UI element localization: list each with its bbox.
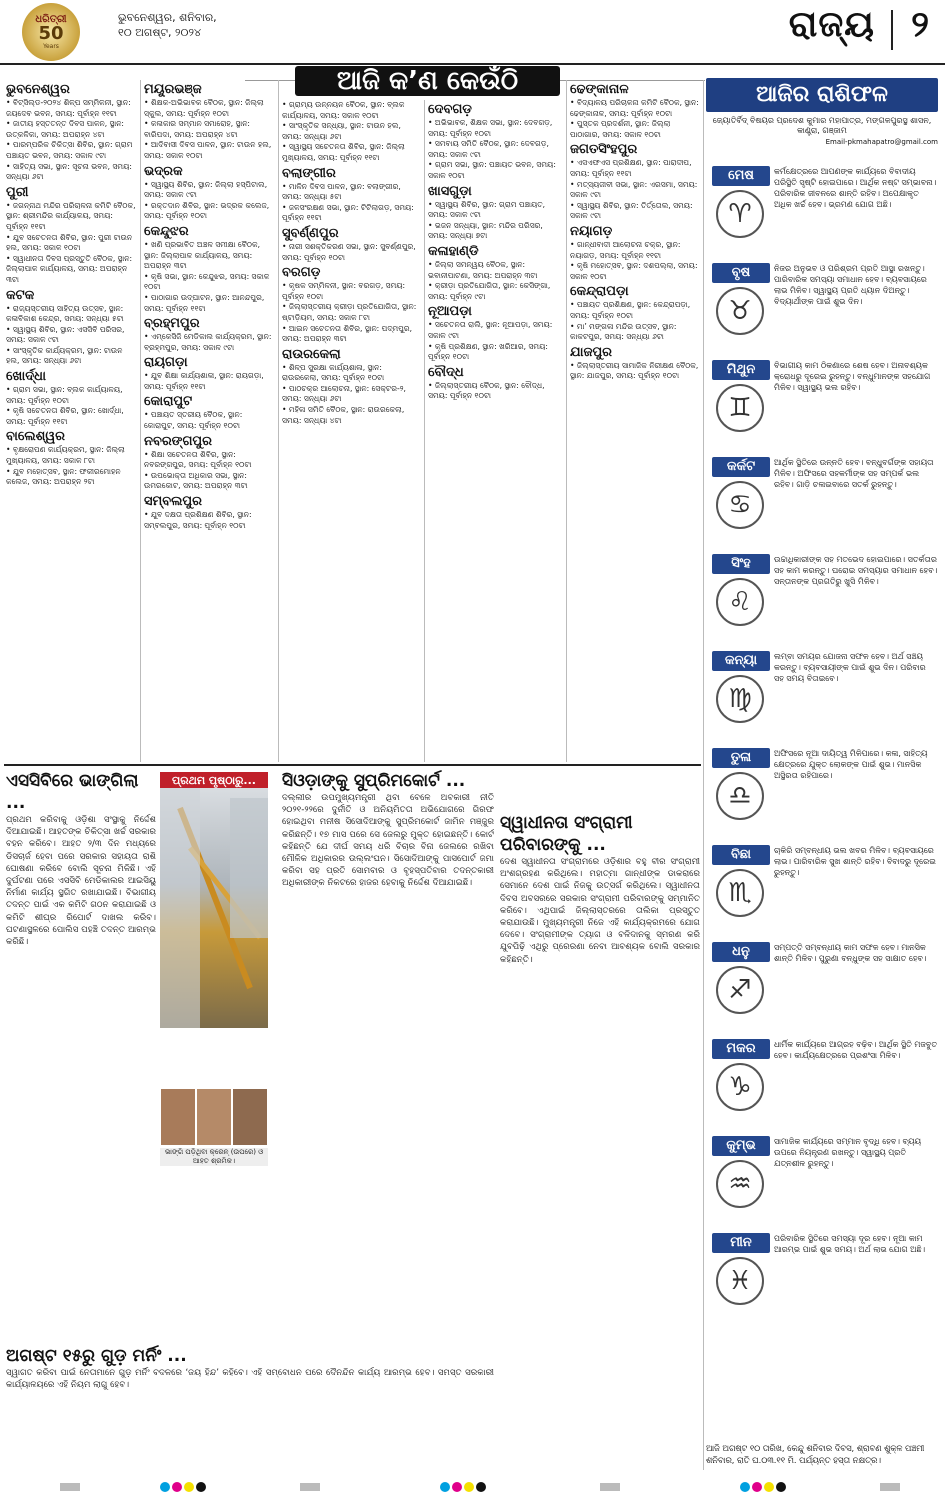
sign-prediction: କର୍ମକ୍ଷେତ୍ରରେ ଆପଣଙ୍କ କାର୍ଯ୍ୟରେ ବିବାଦୀୟ ପରିସ୍ଥିତି ସୃଷ୍ଟି ହୋଇପାରେ। ଆର୍ଥିକ ନଷ୍ଟ ସମ୍ଭାବନା। ପରିବାରିକ ଜୀବନରେ ଶାନ୍ତି ରହିବ। ଅପେକ୍ଷାକୃତ ଅଧିକ ଖର୍ଚ୍ଚ ହେବ। ଭ୍ରମଣ ଯୋଗ ଅଛି। xyxy=(774,167,937,209)
sign-name: ମୀନ xyxy=(712,1233,770,1253)
event-listing-item: • ଉପଭୋକ୍ତା ଅଧିକାର ସଭା, ସ୍ଥାନ: ଉମରକୋଟ, ସମୟ: ଅପରାହ୍ନ ୩ଟା xyxy=(144,471,274,492)
event-listing-item: • ସ୍ୱାସ୍ଥ୍ୟ ସଚେତନତା ଶିବିର, ସ୍ଥାନ: ଜିଲ୍ଲା ମୁଖ୍ୟାଳୟ, ସମୟ: ପୂର୍ବାହ୍ନ ୧୧ଟା xyxy=(282,142,420,163)
registration-mark xyxy=(880,1483,900,1491)
event-listing-item: • ସ୍ୱାସ୍ଥ୍ୟ ଶିବିର, ସ୍ଥାନ: ତିର୍ତ୍ତୋଲ, ସମୟ: ସକାଳ ୯ଟା xyxy=(570,201,700,222)
column-divider xyxy=(140,80,141,762)
event-listing-item: • ସ୍ୱାସ୍ଥ୍ୟ ଶିବିର, ସ୍ଥାନ: ଏସସିବି ପରିସର, ସମୟ: ସକାଳ ୯ଟା xyxy=(6,325,136,346)
event-listing-item: • ସାହିତ୍ୟ ସଭା, ସ୍ଥାନ: ସୂଚନା ଭବନ, ସମୟ: ସନ୍ଧ୍ୟା ୬ଟା xyxy=(6,162,136,183)
header-rule xyxy=(0,63,945,65)
registration-mark xyxy=(60,1483,80,1491)
event-listing-item: • ଗ୍ରାମ ସଭା, ସ୍ଥାନ: ପଞ୍ଚାୟତ ଭବନ, ସମୟ: ସକାଳ ୧୦ଟା xyxy=(428,160,563,181)
event-listing-item: • କୃଷି ପ୍ରଶିକ୍ଷଣ, ସ୍ଥାନ: ଖରିଆର, ସମୟ: ପୂର୍ବାହ୍ନ ୧୦ଟା xyxy=(428,342,563,363)
story-sisodia-body: ଦଲ୍ଲୀର ଉପମୁଖ୍ୟମନ୍ତ୍ରୀ ଥିବା ବେଳେ ଅବକାରୀ ନୀତି ୨୦୨୧-୨୨ରେ ଦୁର୍ନୀତି ଓ ଅନିୟମିତତା ଅଭିଯୋଗରେ ଗିରଫ ହୋଇଥିବା ମନୀଷ ସିସୋଦିଆଙ୍କୁ ସୁପ୍ରିମକୋର୍ଟ ଜାମିନ ମଞ୍ଜୁର କରିଛନ୍ତି। ୧୭ ମାସ ପରେ ସେ ଜେଲରୁ ମୁକ୍ତ ହୋଇଛନ୍ତି। କୋର୍ଟ କହିଛନ୍ତି ଯେ ଦୀର୍ଘ ସମୟ ଧରି ବିଚାର ବିନା ଜେଲରେ ରଖିବା ମୌଳିକ ଅଧିକାରର ଉଲ୍ଲଂଘନ। ସିସୋଦିଆଙ୍କୁ ପାସପୋର୍ଟ ଜମା କରିବା ସହ ପ୍ରତି ସୋମବାର ଓ ବୃହସ୍ପତିବାର ତଦନ୍ତକାରୀ ଅଧିକାରୀଙ୍କ ନିକଟରେ ହାଜର ହେବାକୁ ନିର୍ଦ୍ଦେଶ ଦିଆଯାଇଛି। xyxy=(282,793,494,889)
event-listing-item: • ଜିଲ୍ଲା ସମନ୍ୱୟ ବୈଠକ, ସ୍ଥାନ: ଭବାନୀପାଟଣା, ସମୟ: ଅପରାହ୍ନ ୩ଟା xyxy=(428,260,563,281)
horoscope-byline: ଜ୍ୟୋତିର୍ବିଦ୍ ବିଷୟର ପ୍ରଦେଶ କୁମାର ମହାପାତ୍ର, ମଙ୍ଗଳପୁରସ୍ଥ ଶାସନ, କାଣ୍ଡ୍ରା, ଗଞ୍ଜାମ xyxy=(712,116,932,135)
sign-name: କର୍କଟ xyxy=(712,457,770,477)
panchang-footer: ଆଜି ଅଗଷ୍ଟ ୧୦ ତାରିଖ, କେନ୍ଦୁ ଶନିବାର ଦିବସ, ଶ୍ରାବଣ ଶୁକ୍ଳ ପଞ୍ଚମୀ ଶନିବାର, ରାତି ଘ.୦୩.୧୧ ମି. ପର୍ଯ୍ୟନ୍ତ ହସ୍ତା ନକ୍ଷତ୍ର। xyxy=(706,1443,925,1465)
event-listing-item: • କ୍ରୀଡ଼ା ପ୍ରତିଯୋଗିତା, ସ୍ଥାନ: କେସିଙ୍ଗା, ସମୟ: ପୂର୍ବାହ୍ନ ୯ଟା xyxy=(428,281,563,302)
story-scb xyxy=(6,770,156,1340)
registration-dot xyxy=(172,1482,182,1492)
event-listing-item: • ଗ୍ରାମ୍ୟ ଉନ୍ନୟନ ବୈଠକ, ସ୍ଥାନ: ବ୍ଲକ କାର୍ଯ୍ୟାଳୟ, ସମୟ: ସକାଳ ୧୦ଟା xyxy=(282,100,420,121)
event-listing-item: • ରକ୍ତଦାନ ଶିବିର, ସ୍ଥାନ: ଭଦ୍ରକ କଲେଜ, ସମୟ: ପୂର୍ବାହ୍ନ ୧୦ଟା xyxy=(144,201,274,222)
injured-worker-photo xyxy=(160,1088,196,1146)
event-listing-item: • ପାଠଚକ୍ର ଆଲୋଚନା, ସ୍ଥାନ: ସେକ୍ଟର-୨, ସମୟ: ସନ୍ଧ୍ୟା ୬ଟା xyxy=(282,384,420,405)
sign-prediction: ପରିବାରିକ ସ୍ଥିତିରେ ସମସ୍ୟା ଦୂର ହେବ। ନୂଆ କାମ ଆରମ୍ଭ ପାଇଁ ଶୁଭ ସମୟ। ଅର୍ଥ ଲାଭ ଯୋଗ ଅଛି। xyxy=(774,1234,926,1254)
sign-prediction: ଅଫିସରେ ନୂଆ ଦାୟିତ୍ୱ ମିଳିପାରେ। କଳା, ସାହିତ୍ୟ କ୍ଷେତ୍ରରେ ଯୁକ୍ତ ଲୋକଙ୍କ ପାଇଁ ଶୁଭ। ମାନସିକ ଅସ୍ଥିରତା ରହିପାରେ। xyxy=(774,749,928,780)
event-listing-item: • ଭଜନ ସନ୍ଧ୍ୟା, ସ୍ଥାନ: ମନ୍ଦିର ପରିସର, ସମୟ: ସନ୍ଧ୍ୟା ୭ଟା xyxy=(428,221,563,242)
zodiac-icon: ♎ xyxy=(716,772,764,820)
column-divider xyxy=(424,100,425,762)
listing-column-2 xyxy=(144,80,274,762)
event-listing-item: • ଆଇନ ସଚେତନତା ଶିବିର, ସ୍ଥାନ: ପଦ୍ମପୁର, ସମୟ: ଅପରାହ୍ନ ୩ଟା xyxy=(282,324,420,345)
event-listing-item: • ଆଦିବାସୀ ଦିବସ ପାଳନ, ସ୍ଥାନ: ଟାଉନ ହଲ, ସମୟ: ସକାଳ ୧୦ଟା xyxy=(144,140,274,161)
horoscope-email: Email-pkmahapatro@gmail.com xyxy=(825,138,938,146)
sign-prediction: ଧାର୍ମିକ କାର୍ଯ୍ୟରେ ଆଗ୍ରହ ବଢ଼ିବ। ଆର୍ଥିକ ସ୍ଥିତି ମଜବୁତ ହେବ। କାର୍ଯ୍ୟକ୍ଷେତ୍ରରେ ପ୍ରଶଂସା ମିଳିବ। xyxy=(774,1040,938,1060)
event-listing-item: • ନାରୀ ସଶକ୍ତିକରଣ ସଭା, ସ୍ଥାନ: ସୁବର୍ଣ୍ଣପୁର, ସମୟ: ପୂର୍ବାହ୍ନ ୧୦ଟା xyxy=(282,242,420,263)
listing-column-3 xyxy=(282,100,420,762)
district-heading: ଯାଜପୁର xyxy=(570,344,613,360)
sign-name: କୁମ୍ଭ xyxy=(712,1136,770,1156)
event-listing-item: • ସମବାୟ ସମିତି ବୈଠକ, ସ୍ଥାନ: ଦେବଗଡ଼, ସମୟ: ସକାଳ ୯ଟା xyxy=(428,139,563,160)
zodiac-icon: ♑ xyxy=(716,1063,764,1111)
story-good-morning-body: ସ୍ୱାଗତ କରିବା ପାଇଁ ନେତାମାନେ ଗୁଡ଼ ମର୍ନିଂ ବଦଳରେ ‘ଜୟ ହିନ୍ଦ’ କହିବେ। ଏହି ସମ୍ବୋଧନ ପରେ ଦୈନନ୍ଦିନ କାର୍ଯ୍ୟ ଆରମ୍ଭ ହେବ। ସମସ୍ତ ସରକାରୀ କାର୍ଯ୍ୟାଳୟରେ ଏହି ନିୟମ ଲାଗୁ ହେବ। xyxy=(6,1368,494,1391)
registration-dot xyxy=(752,1482,762,1492)
sign-name: କନ୍ୟା xyxy=(712,651,770,671)
event-listing-item: • ଜିଲ୍ଲାସ୍ତରୀୟ ବୈଠକ, ସ୍ଥାନ: ବୌଦ୍ଧ, ସମୟ: ପୂର୍ବାହ୍ନ ୧୦ଟା xyxy=(428,381,563,402)
registration-dot xyxy=(196,1482,206,1492)
registration-dot xyxy=(184,1482,194,1492)
event-listing-item: • ଯୁବ ମହୋତ୍ସବ, ସ୍ଥାନ: ଫକୀରମୋହନ କଲେଜ, ସମୟ: ଅପରାହ୍ନ ୨ଟା xyxy=(6,467,136,488)
section-title: ରାଜ୍ୟ xyxy=(788,4,875,45)
event-listing-item: • କୃଷକ ସମ୍ମିଳନୀ, ସ୍ଥାନ: ବରଗଡ଼, ସମୟ: ପୂର୍ବାହ୍ନ ୧୦ଟା xyxy=(282,281,420,302)
horoscope-section xyxy=(706,78,938,1488)
photo-caption: ଭାଙ୍ଗି ପଡ଼ିଥିବା କ୍ରେନ୍ (ଉପରେ) ଓ ଆହତ ଶ୍ରମିକ। xyxy=(160,1148,268,1166)
section-rule xyxy=(4,764,701,766)
event-listing-item: • ଅଭିଭାବକ, ଶିକ୍ଷକ ସଭା, ସ୍ଥାନ: ଦେବଗଡ଼, ସମୟ: ପୂର୍ବାହ୍ନ ୧୦ଟା xyxy=(428,118,563,139)
district-heading: କେନ୍ଦୁଝର xyxy=(144,223,189,239)
story-freedom-fighters-headline: ସ୍ୱାଧୀନତା ସଂଗ୍ରାମୀ ପରିବାରଙ୍କୁ ... xyxy=(500,813,633,855)
sign-name: ସିଂହ xyxy=(712,554,770,574)
sign-prediction: ଲମ୍ବା ସମୟର ଯୋଜନା ସଫଳ ହେବ। ଅର୍ଥ ସଞ୍ଚୟ କରନ୍ତୁ। ବ୍ୟବସାୟୀଙ୍କ ପାଇଁ ଶୁଭ ଦିନ। ପରିବାର ସହ ସମୟ ବିତାଇବେ। xyxy=(774,652,926,683)
zodiac-icon: ♍ xyxy=(716,675,764,723)
masthead xyxy=(0,0,945,64)
event-listing-item: • ଯୁବ ଦକ୍ଷତା ପ୍ରଶିକ୍ଷଣ ଶିବିର, ସ୍ଥାନ: ସମ୍ବଲପୁର, ସମୟ: ପୂର୍ବାହ୍ନ ୧୦ଟା xyxy=(144,510,274,531)
registration-dot xyxy=(740,1482,750,1492)
horoscope-title: ଆଜିର ରାଶିଫଳ xyxy=(706,78,938,112)
district-heading: ଖାସଗୁଡ଼ା xyxy=(428,183,472,199)
sign-prediction: ଆର୍ଥିକ ସ୍ଥିତିରେ ଉନ୍ନତି ହେବ। ବନ୍ଧୁବର୍ଗଙ୍କ ସହାୟତା ମିଳିବ। ଅଫିସରେ ସହକର୍ମୀଙ୍କ ସହ ସମ୍ପର୍କ ଭଲ ରହିବ। ଗାଡ଼ି ଚଳାଇବାରେ ସତର୍କ ରୁହନ୍ତୁ। xyxy=(774,458,934,489)
event-listing-item: • ପଞ୍ଚାୟତ ସ୍ତରୀୟ ବୈଠକ, ସ୍ଥାନ: କୋରାପୁଟ, ସମୟ: ପୂର୍ବାହ୍ନ ୧୦ଟା xyxy=(144,410,274,431)
registration-dot xyxy=(452,1482,462,1492)
sign-prediction: ବିଭାଗୀୟ କାମ ଠିକଣାରେ ଶେଷ ହେବ। ଅନାବଶ୍ୟକ କ୍ରୋଧରୁ ଦୂରେଇ ରୁହନ୍ତୁ। ବନ୍ଧୁମାନଙ୍କ ସହଯୋଗ ମିଳିବ। ସ୍ୱାସ୍ଥ୍ୟ ଭଲ ରହିବ। xyxy=(774,361,931,392)
event-listing-item: • ମତ୍ସ୍ୟଜୀବୀ ସଭା, ସ୍ଥାନ: ଏରସମା, ସମୟ: ସକାଳ ୯ଟା xyxy=(570,180,700,201)
zodiac-icon: ♏ xyxy=(716,869,764,917)
column-divider xyxy=(703,80,704,1470)
event-listing-item: • ପୁସ୍ତକ ପ୍ରଦର୍ଶନୀ, ସ୍ଥାନ: ଜିଲ୍ଲା ପାଠାଗାର, ସମୟ: ସକାଳ ୧୦ଟା xyxy=(570,119,700,140)
registration-dot xyxy=(160,1482,170,1492)
event-listing-item: • ଜିଲ୍ଲାସ୍ତରୀୟ କ୍ରୀଡ଼ା ପ୍ରତିଯୋଗିତା, ସ୍ଥାନ: ଷ୍ଟାଡ଼ିୟମ, ସମୟ: ସକାଳ ୮ଟା xyxy=(282,302,420,323)
district-heading: ନବରଙ୍ଗପୁର xyxy=(144,433,213,449)
zodiac-icon: ♋ xyxy=(716,481,764,529)
district-heading: ଭଦ୍ରକ xyxy=(144,163,183,179)
zodiac-icon: ♉ xyxy=(716,287,764,335)
event-listing-item: • ସ୍ୱାସ୍ଥ୍ୟ ଶିବିର, ସ୍ଥାନ: ଜିଲ୍ଲା ହସ୍ପିଟାଲ, ସମୟ: ସକାଳ ୯ଟା xyxy=(144,180,274,201)
event-listing-item: • ସ୍ୱାଧୀନତା ଦିବସ ପ୍ରସ୍ତୁତି ବୈଠକ, ସ୍ଥାନ: ଜିଲ୍ଲାପାଳ କାର୍ଯ୍ୟାଳୟ, ସମୟ: ଅପରାହ୍ନ ୩ଟା xyxy=(6,254,136,286)
event-listing-item: • ପାଠାଗାର ଉଦ୍‌ଘାଟନ, ସ୍ଥାନ: ଆନନ୍ଦପୁର, ସମୟ: ପୂର୍ବାହ୍ନ ୧୧ଟା xyxy=(144,293,274,314)
story-sisodia xyxy=(282,770,494,1340)
zodiac-icon: ♐ xyxy=(716,966,764,1014)
column-divider xyxy=(566,80,567,762)
district-heading: ବରଗଡ଼ xyxy=(282,265,321,281)
injured-worker-photo xyxy=(232,1088,268,1146)
district-heading: ଭୁବନେଶ୍ୱର xyxy=(6,82,70,97)
story-freedom-fighters xyxy=(500,812,700,1472)
district-heading: ବାଲେଶ୍ୱର xyxy=(6,429,65,445)
district-heading: ରାଉରକେଲା xyxy=(282,346,341,362)
sign-prediction: ସାମାଜିକ କାର୍ଯ୍ୟରେ ସମ୍ମାନ ବୃଦ୍ଧି ହେବ। ବ୍ୟୟ ଉପରେ ନିୟନ୍ତ୍ରଣ ରଖନ୍ତୁ। ସ୍ୱାସ୍ଥ୍ୟ ପ୍ରତି ଯତ୍ନଶୀଳ ରୁହନ୍ତୁ। xyxy=(774,1137,922,1168)
story-scb-headline: ଏସସିବିରେ ଭାଙ୍ଗିଲା ... xyxy=(6,771,139,813)
sign-prediction: ଚାକିରି ସମ୍ବନ୍ଧୀୟ ଭଲ ଖବର ମିଳିବ। ବ୍ୟବସାୟରେ ଲାଭ। ପାରିବାରିକ ସୁଖ ଶାନ୍ତି ରହିବ। ବିବାଦରୁ ଦୂରେଇ ରୁହନ୍ତୁ। xyxy=(774,846,936,877)
sign-name: ମେଷ xyxy=(712,166,770,186)
district-heading: ପୁରୀ xyxy=(6,184,29,200)
sign-name: ଧନୁ xyxy=(712,942,770,962)
anniversary-logo xyxy=(22,3,80,61)
listings-banner: ଆଜି କ’ଣ କେଉଁଠି xyxy=(295,66,560,96)
logo-number: 50 xyxy=(38,23,64,44)
event-listing-item: • ସ୍ୱାସ୍ଥ୍ୟ ଶିବିର, ସ୍ଥାନ: ଗ୍ରାମ ପଞ୍ଚାୟତ, ସମୟ: ସକାଳ ୯ଟା xyxy=(428,200,563,221)
district-heading: ଢେଙ୍କାନାଳ xyxy=(570,82,629,97)
front-page-continuation-tab: ପ୍ରଥମ ପୃଷ୍ଠାରୁ... xyxy=(160,772,268,790)
event-listing-item: • ଜାତୀୟ ହସ୍ତତନ୍ତ ଦିବସ ପାଳନ, ସ୍ଥାନ: ଉତ୍କଳିକା, ସମୟ: ଅପରାହ୍ନ ୪ଟା xyxy=(6,119,136,140)
header-divider xyxy=(891,10,893,50)
district-heading: ବୌଦ୍ଧ xyxy=(428,364,464,380)
event-listing-item: • ଗ୍ରାମ ସଭା, ସ୍ଥାନ: ବ୍ଲକ କାର୍ଯ୍ୟାଳୟ, ସମୟ: ପୂର୍ବାହ୍ନ ୧୦ଟା xyxy=(6,385,136,406)
story-freedom-fighters-body: ଦେଶ ସ୍ୱାଧୀନତା ସଂଗ୍ରାମରେ ଓଡ଼ିଶାର ବହୁ ବୀର ସଂଗ୍ରାମୀ ଅଂଶଗ୍ରହଣ କରିଥିଲେ। ମହାତ୍ମା ଗାନ୍ଧୀଙ୍କ ଡାକରାରେ ସେମାନେ ଦେଶ ପାଇଁ ନିଜକୁ ଉତ୍ସର୍ଗ କରିଥିଲେ। ସ୍ୱାଧୀନତା ଦିବସ ଅବସରରେ ସରକାର ସଂଗ୍ରାମୀ ପରିବାରଙ୍କୁ ସମ୍ମାନିତ କରିବେ। ଏଥିପାଇଁ ଜିଲ୍ଲାସ୍ତରରେ ତାଲିକା ପ୍ରସ୍ତୁତ କରାଯାଉଛି। ମୁଖ୍ୟମନ୍ତ୍ରୀ ନିଜେ ଏହି କାର୍ଯ୍ୟକ୍ରମରେ ଯୋଗ ଦେବେ। ସଂଗ୍ରାମୀଙ୍କ ତ୍ୟାଗ ଓ ବଳିଦାନକୁ ସ୍ମରଣ କରି ଯୁବପିଢ଼ି ଏଥିରୁ ପ୍ରେରଣା ନେବା ଆବଶ୍ୟକ ବୋଲି ସରକାର କହିଛନ୍ତି। xyxy=(500,857,700,965)
zodiac-icon: ♊ xyxy=(716,384,764,432)
district-heading: କଟକ xyxy=(6,287,35,303)
crane-illustration xyxy=(160,788,268,1028)
district-heading: ରାୟଗଡ଼ା xyxy=(144,355,188,371)
logo-years: Years xyxy=(43,43,59,50)
crane-collapse-photo xyxy=(160,788,268,1028)
event-listing-item: • ପଞ୍ଚାୟତ ପ୍ରଶିକ୍ଷଣ, ସ୍ଥାନ: କେନ୍ଦ୍ରାପଡ଼ା, ସମୟ: ପୂର୍ବାହ୍ନ ୧୦ଟା xyxy=(570,300,700,321)
print-registration-bar xyxy=(0,1478,945,1497)
event-listing-item: • ଶିଳ୍ପ ସୁରକ୍ଷା କାର୍ଯ୍ୟଶାଳା, ସ୍ଥାନ: ରାଉରକେଲା, ସମୟ: ପୂର୍ବାହ୍ନ ୧୦ଟା xyxy=(282,363,420,384)
district-heading: କଳାହାଣ୍ଡି xyxy=(428,243,479,259)
district-heading: ବଲାଙ୍ଗୀର xyxy=(282,165,336,181)
sign-prediction: ନିଜର ଅନୁଭବ ଓ ପରିଶ୍ରମ ପ୍ରତି ଆସ୍ଥା ରଖନ୍ତୁ। ପାରିବାରିକ ସମସ୍ୟା ସମାଧାନ ହେବ। ବ୍ୟବସାୟରେ ଲାଭ ମିଳିବ। ସ୍ୱାସ୍ଥ୍ୟ ପ୍ରତି ଧ୍ୟାନ ଦିଅନ୍ତୁ। ବିଦ୍ୟାର୍ଥୀଙ୍କ ପାଇଁ ଶୁଭ ଦିନ। xyxy=(774,264,927,306)
listing-column-5 xyxy=(570,80,700,762)
column-divider xyxy=(278,80,279,762)
registration-dot xyxy=(476,1482,486,1492)
event-listing-item: • ପାରମ୍ପରିକ ଚିକିତ୍ସା ଶିବିର, ସ୍ଥାନ: ଗ୍ରାମ ପଞ୍ଚାୟତ ଭବନ, ସମୟ: ସକାଳ ୯ଟା xyxy=(6,140,136,161)
registration-dot xyxy=(776,1482,786,1492)
listing-column-1 xyxy=(6,80,136,762)
sign-name: ତୁଳା xyxy=(712,748,770,768)
dateline-date: ୧୦ ଅଗଷ୍ଟ, ୨୦୨୪ xyxy=(118,26,202,39)
dateline-place: ଭୁବନେଶ୍ୱର, ଶନିବାର, xyxy=(118,11,217,24)
event-listing-item: • ଜଳସଂରକ୍ଷଣ ସଭା, ସ୍ଥାନ: ଟିଟିଲାଗଡ଼, ସମୟ: ପୂର୍ବାହ୍ନ ୧୧ଟା xyxy=(282,203,420,224)
registration-mark xyxy=(300,1483,320,1491)
registration-dot xyxy=(440,1482,450,1492)
district-heading: ସମ୍ବଲପୁର xyxy=(144,494,202,510)
district-heading: କେନ୍ଦ୍ରାପଡ଼ା xyxy=(570,284,629,300)
registration-dot xyxy=(764,1482,774,1492)
registration-dot xyxy=(464,1482,474,1492)
event-listing-item: • ଶିକ୍ଷକ-ଅଭିଭାବକ ବୈଠକ, ସ୍ଥାନ: ଜିଲ୍ଲା ସ୍କୁଲ, ସମୟ: ପୂର୍ବାହ୍ନ ୧୦ଟା xyxy=(144,98,274,119)
sign-name: ମକର xyxy=(712,1039,770,1059)
sign-prediction: ସମ୍ପତ୍ତି ସମ୍ବନ୍ଧୀୟ କାମ ସଫଳ ହେବ। ମାନସିକ ଶାନ୍ତି ମିଳିବ। ପୁରୁଣା ବନ୍ଧୁଙ୍କ ସହ ସାକ୍ଷାତ ହେବ। xyxy=(774,943,927,963)
listing-column-4 xyxy=(428,100,563,762)
event-listing-item: • ଏସଏଫଏସ ପ୍ରଶିକ୍ଷଣ, ସ୍ଥାନ: ପାରାଦୀପ, ସମୟ: ପୂର୍ବାହ୍ନ ୧୧ଟା xyxy=(570,158,700,179)
event-listing-item: • ସଚେତନତା ରାଲି, ସ୍ଥାନ: ନୂଆପଡ଼ା, ସମୟ: ସକାଳ ୯ଟା xyxy=(428,320,563,341)
sign-name: ବୃଷ xyxy=(712,263,770,283)
district-heading: ଦେବଗଡ଼ xyxy=(428,102,472,117)
event-listing-item: • ବିଦ୍ୟାଳୟ ପରିଚାଳନା କମିଟି ବୈଠକ, ସ୍ଥାନ: ଢେଙ୍କାନାଳ, ସମୟ: ପୂର୍ବାହ୍ନ ୧୦ଟା xyxy=(570,98,700,119)
logo-title: ଧରିତ୍ରୀ xyxy=(35,14,67,25)
event-listing-item: • ବିଟ୍‌ସିଲ୍ଡ-୨୦୨୪ ଶିଳ୍ପ ସମ୍ମିଳନୀ, ସ୍ଥାନ: ଜୟଦେବ ଭବନ, ସମୟ: ପୂର୍ବାହ୍ନ ୧୧ଟା xyxy=(6,98,136,119)
event-listing-item: • ବୃକ୍ଷରୋପଣ କାର୍ଯ୍ୟକ୍ରମ, ସ୍ଥାନ: ଜିଲ୍ଲା ମୁଖ୍ୟାଳୟ, ସମୟ: ସକାଳ ୮ଟା xyxy=(6,445,136,466)
injured-workers-photos xyxy=(160,1088,268,1146)
sign-name: ବିଛା xyxy=(712,845,770,865)
event-listing-item: • ଖଣି ପ୍ରଭାବିତ ଅଞ୍ଚଳ ସମୀକ୍ଷା ବୈଠକ, ସ୍ଥାନ: ଜିଲ୍ଲାପାଳ କାର୍ଯ୍ୟାଳୟ, ସମୟ: ଅପରାହ୍ନ ୩ଟା xyxy=(144,240,274,272)
district-heading: ଜଗତସିଂହପୁର xyxy=(570,142,638,158)
event-listing-item: • ଶିକ୍ଷା ସଚେତନତା ଶିବିର, ସ୍ଥାନ: ନବରଙ୍ଗପୁର, ସମୟ: ପୂର୍ବାହ୍ନ ୧୦ଟା xyxy=(144,450,274,471)
district-heading: ମୟୂରଭଞ୍ଜ xyxy=(144,82,202,97)
event-listing-item: • ଏମ୍‌କେସିଜି ମେଡିକାଲ କାର୍ଯ୍ୟକ୍ରମ, ସ୍ଥାନ: ବ୍ରହ୍ମପୁର, ସମୟ: ସକାଳ ୯ଟା xyxy=(144,332,274,353)
event-listing-item: • ଜିଲ୍ଲାସ୍ତରୀୟ ସାମାଜିକ ନିରୀକ୍ଷଣ ବୈଠକ, ସ୍ଥାନ: ଯାଜପୁର, ସମୟ: ପୂର୍ବାହ୍ନ ୧୦ଟା xyxy=(570,361,700,382)
zodiac-icon: ♈ xyxy=(716,190,764,238)
event-listing-item: • ଜଗନ୍ନାଥ ମନ୍ଦିର ପରିଚାଳନା କମିଟି ବୈଠକ, ସ୍ଥାନ: ଶ୍ରୀମନ୍ଦିର କାର୍ଯ୍ୟାଳୟ, ସମୟ: ପୂର୍ବାହ୍ନ ୧୧ଟା xyxy=(6,201,136,233)
event-listing-item: • ରାଜ୍ୟସ୍ତରୀୟ ସାହିତ୍ୟ ଉତ୍ସବ, ସ୍ଥାନ: କଳାବିକାଶ କେନ୍ଦ୍ର, ସମୟ: ସନ୍ଧ୍ୟା ୫ଟା xyxy=(6,304,136,325)
event-listing-item: • ଗାନ୍ଧୀବାଦୀ ଆଲୋଚନା ଚକ୍ର, ସ୍ଥାନ: ନୟାଗଡ଼, ସମୟ: ପୂର୍ବାହ୍ନ ୧୧ଟା xyxy=(570,240,700,261)
event-listing-item: • କୃଷି ସଭା, ସ୍ଥାନ: କେନ୍ଦୁଝର, ସମୟ: ସକାଳ ୧୦ଟା xyxy=(144,272,274,293)
zodiac-icon: ♒ xyxy=(716,1160,764,1208)
event-listing-item: • କଳାକାର ସମ୍ମାନ ସମାରୋହ, ସ୍ଥାନ: ବାରିପଦା, ସମୟ: ଅପରାହ୍ନ ୪ଟା xyxy=(144,119,274,140)
district-heading: ସୁବର୍ଣ୍ଣପୁର xyxy=(282,225,339,241)
event-listing-item: • ମାଳିନ ଦିବସ ପାଳନ, ସ୍ଥାନ: ବଲାଙ୍ଗୀର, ସମୟ: ସନ୍ଧ୍ୟା ୫ଟା xyxy=(282,182,420,203)
event-listing-item: • ମା’ ମଙ୍ଗଳା ମନ୍ଦିର ଉତ୍ସବ, ସ୍ଥାନ: କାକଟପୁର, ସମୟ: ସନ୍ଧ୍ୟା ୬ଟା xyxy=(570,322,700,343)
sign-name: ମିଥୁନ xyxy=(712,360,770,380)
district-heading: କୋରାପୁଟ xyxy=(144,394,193,410)
district-heading: ଖୋର୍ଦ୍ଧା xyxy=(6,369,46,385)
zodiac-icon: ♓ xyxy=(716,1257,764,1305)
registration-mark xyxy=(600,1483,620,1491)
event-listing-item: • ମହିଳା ସମିତି ବୈଠକ, ସ୍ଥାନ: ରାଉରକେଲା, ସମୟ: ସନ୍ଧ୍ୟା ୪ଟା xyxy=(282,405,420,426)
story-good-morning xyxy=(6,1345,494,1473)
story-sisodia-headline: ସିଓଡ଼ାଙ୍କୁ ସୁପ୍ରିମକୋର୍ଟ ... xyxy=(282,771,466,791)
injured-worker-photo xyxy=(196,1088,232,1146)
district-heading: ନୂଆପଡ଼ା xyxy=(428,304,472,320)
event-listing-item: • ସାଂସ୍କୃତିକ ସନ୍ଧ୍ୟା, ସ୍ଥାନ: ଟାଉନ ହଲ, ସମୟ: ସନ୍ଧ୍ୟା ୬ଟା xyxy=(282,121,420,142)
sign-prediction: ଉଚ୍ଚାଧିକାରୀଙ୍କ ସହ ମତଭେଦ ହୋଇପାରେ। ସତର୍କତାର ସହ କାମ କରନ୍ତୁ। ଘରୋଇ ସମସ୍ୟାର ସମାଧାନ ହେବ। ସନ୍ତାନଙ୍କ ପ୍ରଗତିରୁ ଖୁସି ମିଳିବ। xyxy=(774,555,938,586)
story-good-morning-headline: ଅଗଷ୍ଟ ୧୫ରୁ ଗୁଡ଼ ମର୍ନିଂ ... xyxy=(6,1346,187,1366)
district-heading: ନୟାଗଡ଼ xyxy=(570,223,613,239)
zodiac-icon: ♌ xyxy=(716,578,764,626)
event-listing-item: • ଯୁବ ସଚେତନତା ଶିବିର, ସ୍ଥାନ: ପୁରୀ ଟାଉନ ହଲ, ସମୟ: ସକାଳ ୧୦ଟା xyxy=(6,233,136,254)
story-scb-body: ପ୍ରଥମ କରିବାକୁ ଓଡ଼ିଶା ସଂସ୍ଥାକୁ ନିର୍ଦ୍ଦେଶ ଦିଆଯାଇଛି। ଆହତଙ୍କ ଚିକିତ୍ସା ଖର୍ଚ୍ଚ ସରକାର ବହନ କରିବେ। ଆହତ ୨/୩ ଦିନ ମଧ୍ୟରେ ଡିସଚାର୍ଜ ହେବା ପରେ ସରକାର ସହାୟତା ରାଶି ଘୋଷଣା କରିବେ ବୋଲି ସୂଚନା ମିଳିଛି। ଏହି ଦୁର୍ଘଟଣା ପରେ ଏସସିବି ମେଡିକାଲର ଆଇସିୟୁ ନିର୍ମାଣ କାର୍ଯ୍ୟ ସ୍ଥଗିତ ରଖାଯାଇଛି। ବିଭାଗୀୟ ତଦନ୍ତ ପାଇଁ ଏକ କମିଟି ଗଠନ କରାଯାଇଛି ଓ କମିଟି ଶୀଘ୍ର ରିପୋର୍ଟ ଦାଖଲ କରିବ। ଘଟଣାସ୍ଥଳରେ ପୋଲିସ ପହଞ୍ଚି ତଦନ୍ତ ଆରମ୍ଭ କରିଛି। xyxy=(6,815,156,948)
event-listing-item: • କୃଷି ସଚେତନତା ଶିବିର, ସ୍ଥାନ: ଖୋର୍ଦ୍ଧା, ସମୟ: ପୂର୍ବାହ୍ନ ୧୧ଟା xyxy=(6,406,136,427)
event-listing-item: • କୃଷି ମହୋତ୍ସବ, ସ୍ଥାନ: ଦଶପଲ୍ଲା, ସମୟ: ସକାଳ ୧୦ଟା xyxy=(570,261,700,282)
event-listing-item: • ଯୁବ ଶିକ୍ଷା କାର୍ଯ୍ୟଶାଳା, ସ୍ଥାନ: ରାୟଗଡ଼ା, ସମୟ: ପୂର୍ବାହ୍ନ ୧୧ଟା xyxy=(144,371,274,392)
district-heading: ବ୍ରହ୍ମପୁର xyxy=(144,316,200,332)
dateline xyxy=(118,10,217,40)
event-listing-item: • ସାଂସ୍କୃତିକ କାର୍ଯ୍ୟକ୍ରମ, ସ୍ଥାନ: ଟାଉନ ହଲ, ସମୟ: ସନ୍ଧ୍ୟା ୬ଟା xyxy=(6,346,136,367)
page-number: ୨ xyxy=(911,4,929,45)
